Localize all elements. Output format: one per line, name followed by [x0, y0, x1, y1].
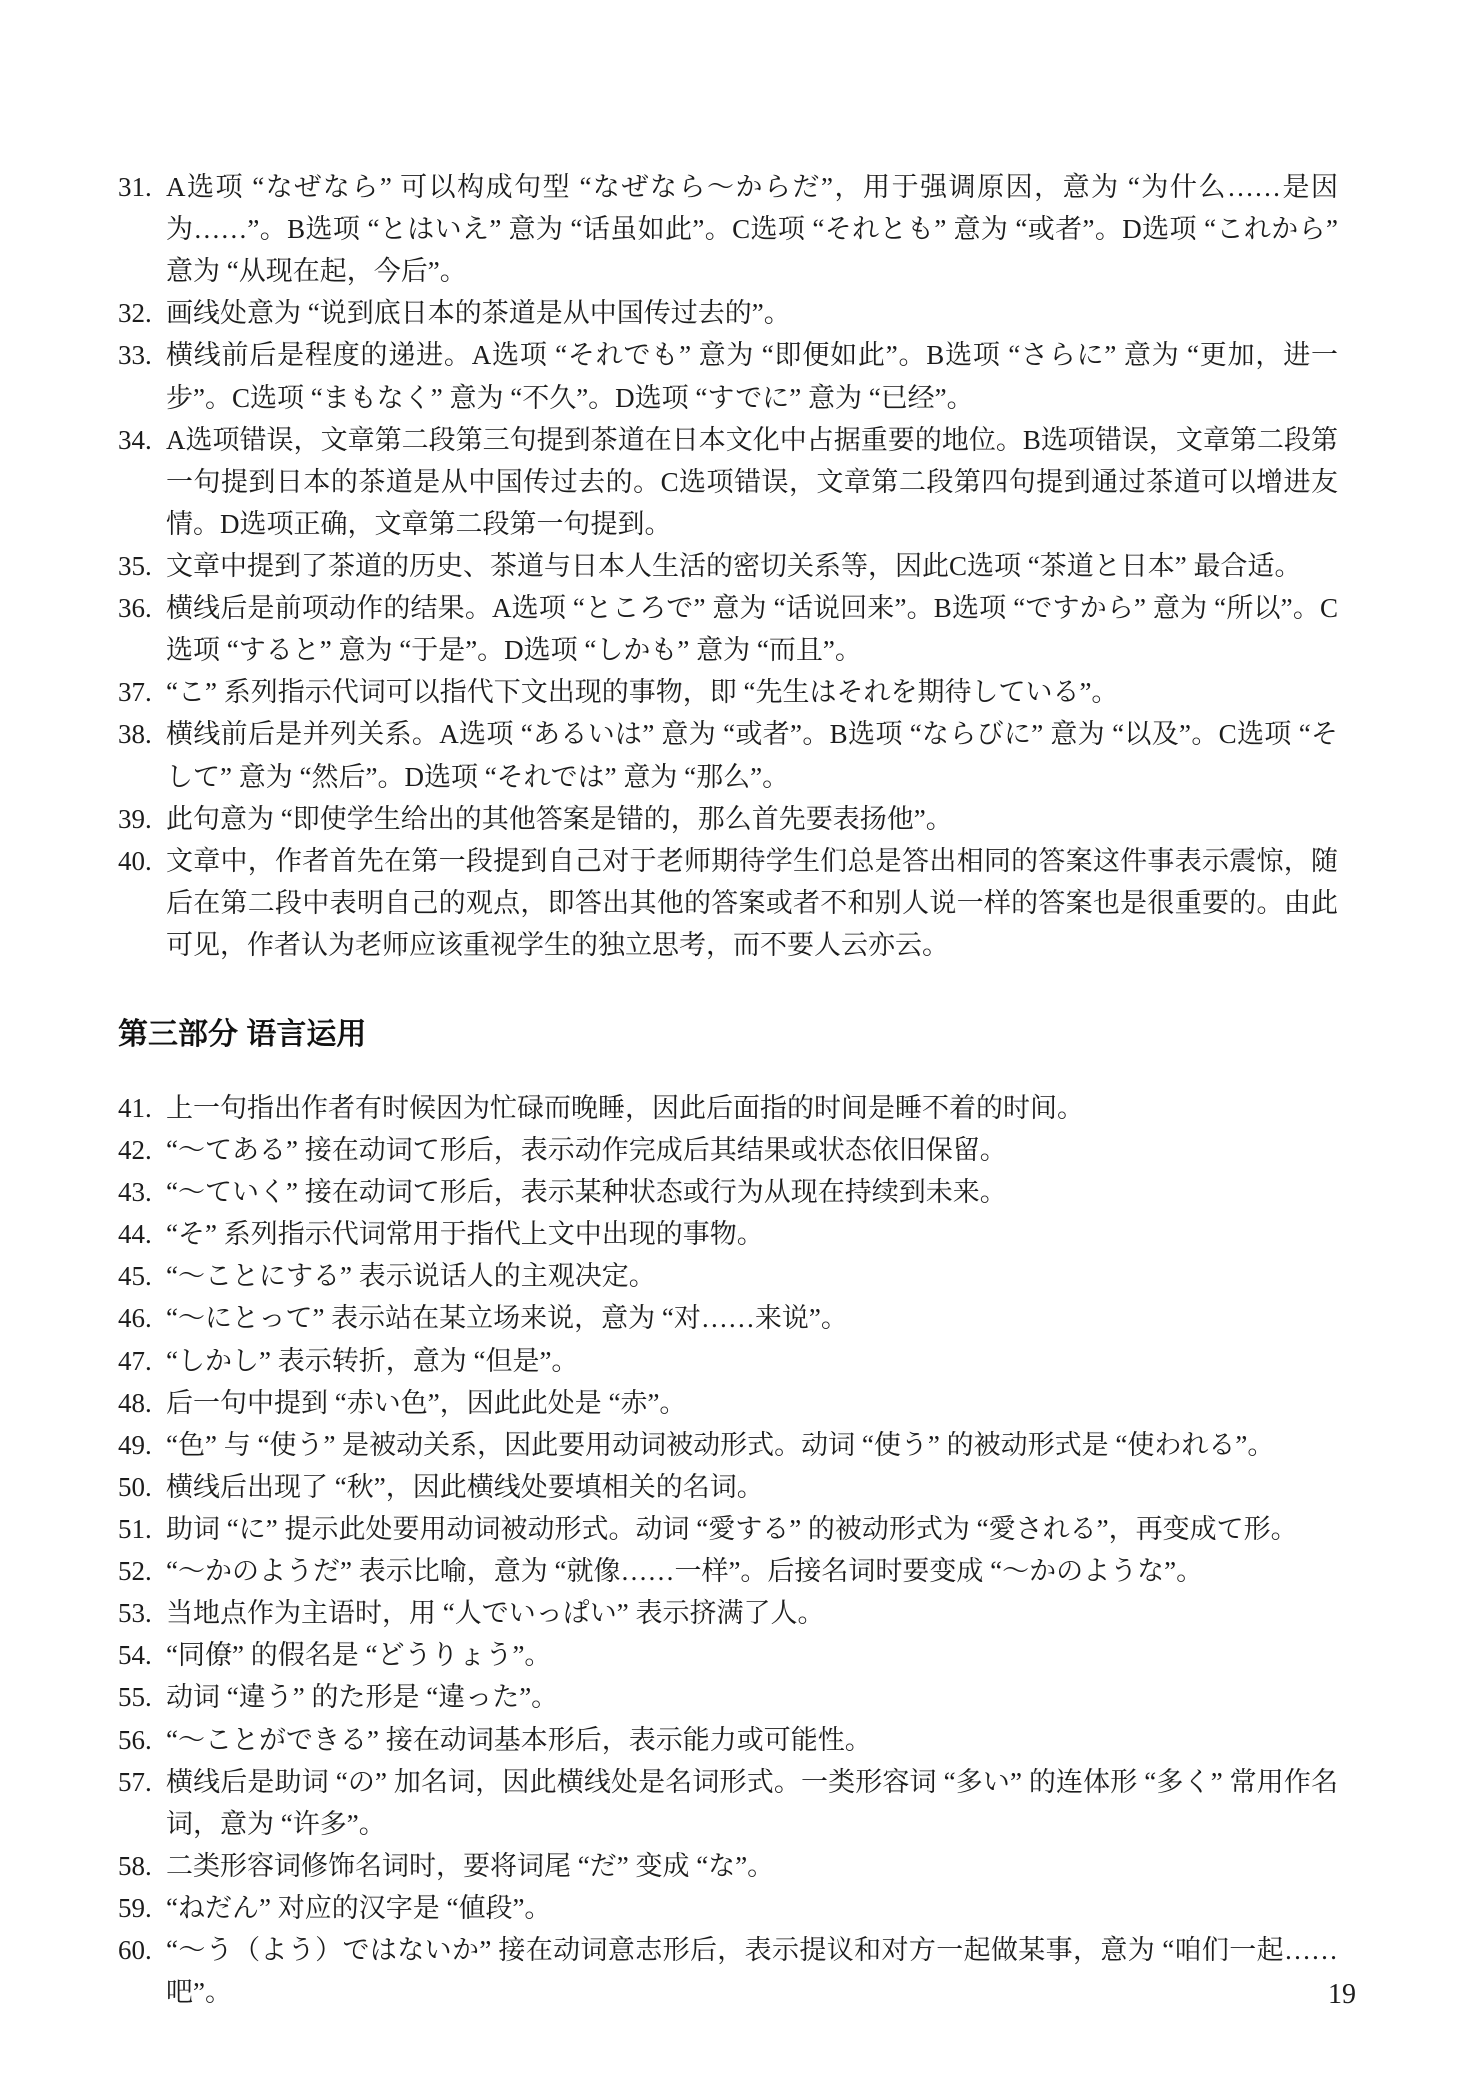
answer-item: [118, 166, 1338, 292]
item-text: 横线前后是并列关系。A选项 “あるいは” 意为 “或者”。B选项 “ならびに” 意为 “以及”。C选项 “そして” 意为 “然后”。D选项 “それでは” 意为 “那么”。: [166, 719, 1338, 792]
answer-item: [118, 1466, 1338, 1508]
answer-item: [118, 1845, 1338, 1887]
item-number: 31.: [118, 172, 152, 202]
item-text: 此句意为 “即使学生给出的其他答案是错的，那么首先要表扬他”。: [166, 803, 953, 834]
item-number: 54.: [118, 1640, 152, 1671]
item-number: 51.: [118, 1513, 152, 1544]
item-text: “ねだん” 对应的汉字是 “値段”。: [166, 1892, 552, 1923]
item-number: 48.: [118, 1387, 152, 1418]
item-number: 43.: [118, 1177, 152, 1208]
item-text: A选项 “なぜなら” 可以构成句型 “なぜなら～からだ”，用于强调原因，意为 “为什么……是因为……”。B选项 “とはいえ” 意为 “话虽如此”。C选项 “それとも” 意为 “或者”。D选项 “これから” 意为 “从现在起，今后”。: [166, 172, 1338, 287]
item-number: 45.: [118, 1261, 152, 1292]
answer-item: [118, 419, 1338, 545]
item-number: 41.: [118, 1092, 152, 1123]
item-number: 39.: [118, 803, 152, 834]
item-number: 49.: [118, 1429, 152, 1460]
answer-item: [118, 1508, 1338, 1550]
item-text: “～ことができる” 接在动词基本形后，表示能力或可能性。: [166, 1724, 872, 1755]
answer-item: [118, 1424, 1338, 1466]
answer-item: [118, 1255, 1338, 1297]
item-number: 58.: [118, 1850, 152, 1881]
item-text: “～にとって” 表示站在某立场来说，意为 “对……来说”。: [166, 1303, 848, 1334]
item-text: 横线后是助词 “の” 加名词，因此横线处是名词形式。一类形容词 “多い” 的连体形 “多く” 常用作名词，意为 “许多”。: [166, 1766, 1338, 1839]
answer-item: [118, 292, 1338, 334]
answer-item: [118, 334, 1338, 418]
item-text: 横线前后是程度的递进。A选项 “それでも” 意为 “即便如此”。B选项 “さらに” 意为 “更加，进一步”。C选项 “まもなく” 意为 “不久”。D选项 “すでに” 意为 “已经”。: [166, 340, 1338, 413]
item-number: 60.: [118, 1935, 152, 1966]
item-number: 32.: [118, 298, 152, 329]
item-number: 47.: [118, 1345, 152, 1376]
item-text: “～ことにする” 表示说话人的主观决定。: [166, 1261, 656, 1292]
answer-item: [118, 1171, 1338, 1213]
item-text: “～かのようだ” 表示比喻，意为 “就像……一样”。后接名词时要变成 “～かのような”。: [166, 1556, 1204, 1587]
item-number: 34.: [118, 424, 152, 455]
item-text: “色” 与 “使う” 是被动关系，因此要用动词被动形式。动词 “使う” 的被动形式是 “使われる”。: [166, 1429, 1275, 1460]
answer-item: [118, 1213, 1338, 1255]
item-text: “同僚” 的假名是 “どうりょう”。: [166, 1640, 552, 1671]
item-text: “～てある” 接在动词て形后，表示动作完成后其结果或状态依旧保留。: [166, 1134, 1007, 1165]
item-number: 50.: [118, 1471, 152, 1502]
item-number: 52.: [118, 1556, 152, 1587]
item-text: “しかし” 表示转折，意为 “但是”。: [166, 1345, 579, 1376]
item-text: 上一句指出作者有时候因为忙碌而晚睡，因此后面指的时间是睡不着的时间。: [166, 1092, 1084, 1123]
item-text: 后一句中提到 “赤い色”，因此此处是 “赤”。: [166, 1387, 687, 1418]
item-text: “～ていく” 接在动词て形后，表示某种状态或行为从现在持续到未来。: [166, 1177, 1007, 1208]
answer-item: [118, 1719, 1338, 1761]
item-number: 40.: [118, 845, 152, 876]
answer-item: [118, 1087, 1338, 1129]
answer-item: [118, 1887, 1338, 1929]
answer-item: [118, 671, 1338, 713]
item-number: 57.: [118, 1766, 152, 1797]
answer-item: [118, 1297, 1338, 1339]
answer-item: [118, 1676, 1338, 1718]
answer-item: [118, 1129, 1338, 1171]
item-number: 59.: [118, 1892, 152, 1923]
item-text: 动词 “違う” 的た形是 “違った”。: [166, 1682, 559, 1713]
answer-item: [118, 1929, 1338, 2013]
item-text: 当地点作为主语时，用 “人でいっぱい” 表示挤满了人。: [166, 1598, 825, 1629]
item-text: 文章中，作者首先在第一段提到自己对于老师期待学生们总是答出相同的答案这件事表示震惊，随后在第二段中表明自己的观点，即答出其他的答案或者不和别人说一样的答案也是很重要的。由此可见，作者认为老师应该重视学生的独立思考，而不要人云亦云。: [166, 845, 1338, 960]
item-number: 42.: [118, 1134, 152, 1165]
page-number: 19: [1328, 1979, 1356, 2011]
item-number: 33.: [118, 340, 152, 371]
item-text: A选项错误，文章第二段第三句提到茶道在日本文化中占据重要的地位。B选项错误，文章第二段第一句提到日本的茶道是从中国传过去的。C选项错误，文章第二段第四句提到通过茶道可以增进友情。D选项正确，文章第二段第一句提到。: [166, 424, 1338, 539]
answer-item: [118, 587, 1338, 671]
item-text: “～う（よう）ではないか” 接在动词意志形后，表示提议和对方一起做某事，意为 “咱们一起……吧”。: [166, 1935, 1338, 2008]
section-heading: 第三部分 语言运用: [118, 1018, 367, 1052]
item-number: 55.: [118, 1682, 152, 1713]
answer-item: [118, 1634, 1338, 1676]
item-text: 文章中提到了茶道的历史、茶道与日本人生活的密切关系等，因此C选项 “茶道と日本” 最合适。: [166, 550, 1302, 581]
item-text: 画线处意为 “说到底日本的茶道是从中国传过去的”。: [166, 298, 791, 329]
item-number: 36.: [118, 593, 152, 624]
item-number: 44.: [118, 1219, 152, 1250]
answer-item: [118, 545, 1338, 587]
item-number: 35.: [118, 550, 152, 581]
item-number: 37.: [118, 677, 152, 708]
answer-item: [118, 713, 1338, 797]
item-number: 53.: [118, 1598, 152, 1629]
answer-item: [118, 1761, 1338, 1845]
answer-item: [118, 1382, 1338, 1424]
item-text: “そ” 系列指示代词常用于指代上文中出现的事物。: [166, 1219, 764, 1250]
item-number: 38.: [118, 719, 152, 750]
answer-item: [118, 1592, 1338, 1634]
item-text: 助词 “に” 提示此处要用动词被动形式。动词 “愛する” 的被动形式为 “愛される”，再变成て形。: [166, 1513, 1298, 1544]
item-number: 46.: [118, 1303, 152, 1334]
answer-item: [118, 1550, 1338, 1592]
item-text: “こ” 系列指示代词可以指代下文出现的事物，即 “先生はそれを期待している”。: [166, 677, 1119, 708]
answer-item: [118, 840, 1338, 966]
answer-item: [118, 798, 1338, 840]
answer-item: [118, 1340, 1338, 1382]
item-text: 二类形容词修饰名词时，要将词尾 “だ” 变成 “な”。: [166, 1850, 775, 1881]
item-number: 56.: [118, 1724, 152, 1755]
item-text: 横线后是前项动作的结果。A选项 “ところで” 意为 “话说回来”。B选项 “ですから” 意为 “所以”。C选项 “すると” 意为 “于是”。D选项 “しかも” 意为 “而且”。: [166, 593, 1338, 666]
item-text: 横线后出现了 “秋”，因此横线处要填相关的名词。: [166, 1471, 764, 1502]
